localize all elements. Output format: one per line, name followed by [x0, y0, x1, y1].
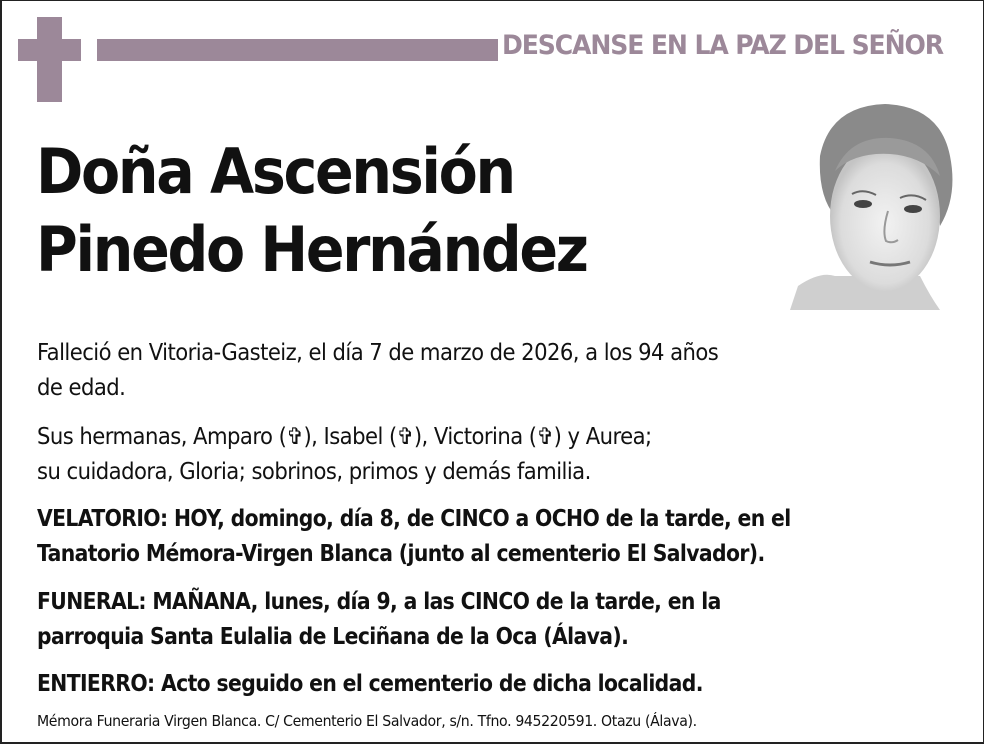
name-line-2: Pinedo Hernández: [36, 213, 587, 286]
entierro-line-1: ENTIERRO: Acto seguido en el cementerio de dicha localidad.: [37, 671, 703, 697]
entierro-paragraph: [37, 667, 703, 702]
portrait-photo: [790, 96, 960, 310]
family-line-2: su cuidadora, Gloria; sobrinos, primos y demás familia.: [37, 459, 591, 485]
funeral-home-footer: Mémora Funeraria Virgen Blanca. C/ Cementerio El Salvador, s/n. Tfno. 945220591. Otazu (Álava).: [37, 712, 697, 730]
header-rule: [97, 39, 498, 61]
velatorio-line-2: Tanatorio Mémora-Virgen Blanca (junto al cementerio El Salvador).: [37, 541, 765, 567]
velatorio-line-1: VELATORIO: HOY, domingo, día 8, de CINCO a OCHO de la tarde, en el: [37, 506, 791, 532]
header-title: DESCANSE EN LA PAZ DEL SEÑOR: [502, 30, 943, 61]
death-notice-line-2: de edad.: [37, 375, 126, 401]
funeral-paragraph: [37, 585, 721, 655]
velatorio-paragraph: [37, 502, 791, 572]
family-line-1: Sus hermanas, Amparo (✞), Isabel (✞), Victorina (✞) y Aurea;: [37, 424, 652, 450]
cross-horizontal-bar: [18, 39, 81, 61]
death-notice-paragraph: [37, 336, 718, 406]
funeral-line-1: FUNERAL: MAÑANA, lunes, día 9, a las CINCO de la tarde, en la: [37, 589, 721, 615]
name-line-1: Doña Ascensión: [36, 135, 514, 208]
funeral-line-2: parroquia Santa Eulalia de Leciñana de la Oca (Álava).: [37, 624, 629, 650]
deceased-name: [36, 133, 587, 289]
family-paragraph: [37, 420, 652, 490]
death-notice-line-1: Falleció en Vitoria-Gasteiz, el día 7 de marzo de 2026, a los 94 años: [37, 340, 719, 366]
